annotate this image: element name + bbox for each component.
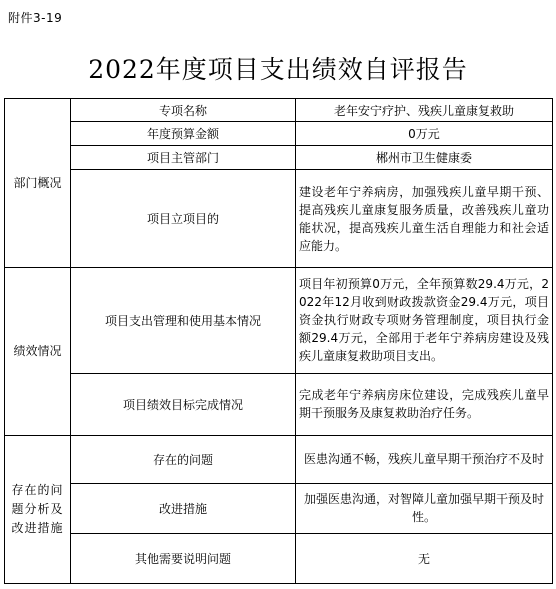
report-table	[4, 98, 553, 584]
table-row	[5, 99, 553, 122]
section-label-performance: 绩效情况	[5, 268, 71, 435]
table-row	[5, 122, 553, 146]
row-label-goal-completion: 项目绩效目标完成情况	[71, 373, 296, 435]
table-row	[5, 373, 553, 435]
table-row	[5, 146, 553, 170]
row-label-budget: 年度预算金额	[71, 122, 296, 146]
row-value-fund-usage: 项目年初预算0万元，全年预算数29.4万元，2022年12月收到财政拨款资金29.4万元，项目资金执行财政专项财务管理制度，项目执行金额29.4万元，全部用于老年宁养病房建设及残疾儿童康复救助项目支出。	[296, 268, 553, 373]
table-row	[5, 533, 553, 583]
row-label-project-name: 专项名称	[71, 99, 296, 122]
row-label-other-notes: 其他需要说明问题	[71, 533, 296, 583]
report-title: 2022年度项目支出绩效自评报告	[88, 55, 468, 84]
row-label-improvements: 改进措施	[71, 483, 296, 533]
table-row	[5, 268, 553, 373]
row-value-other-notes: 无	[296, 533, 553, 583]
table-row	[5, 170, 553, 268]
row-value-project-name: 老年安宁疗护、残疾儿童康复救助	[296, 99, 553, 122]
row-value-budget: 0万元	[296, 122, 553, 146]
table-row	[5, 435, 553, 483]
attachment-number: 附件3-19	[8, 11, 63, 25]
row-label-fund-usage: 项目支出管理和使用基本情况	[71, 268, 296, 373]
table-row	[5, 483, 553, 533]
row-value-purpose: 建设老年宁养病房，加强残疾儿童早期干预、提高残疾儿童康复服务质量，改善残疾儿童功能状况，提高残疾儿童生活自理能力和社会适应能力。	[296, 170, 553, 268]
row-value-department: 郴州市卫生健康委	[296, 146, 553, 170]
section-label-issues: 存在的问题分析及改进措施	[5, 435, 71, 583]
row-label-department: 项目主管部门	[71, 146, 296, 170]
row-value-goal-completion: 完成老年宁养病房床位建设，完成残疾儿童早期干预服务及康复救助治疗任务。	[296, 373, 553, 435]
row-value-improvements: 加强医患沟通，对智障儿童加强早期干预及时性。	[296, 483, 553, 533]
section-label-overview: 部门概况	[5, 99, 71, 268]
row-label-problems: 存在的问题	[71, 435, 296, 483]
row-label-purpose: 项目立项目的	[71, 170, 296, 268]
row-value-problems: 医患沟通不畅，残疾儿童早期干预治疗不及时	[296, 435, 553, 483]
